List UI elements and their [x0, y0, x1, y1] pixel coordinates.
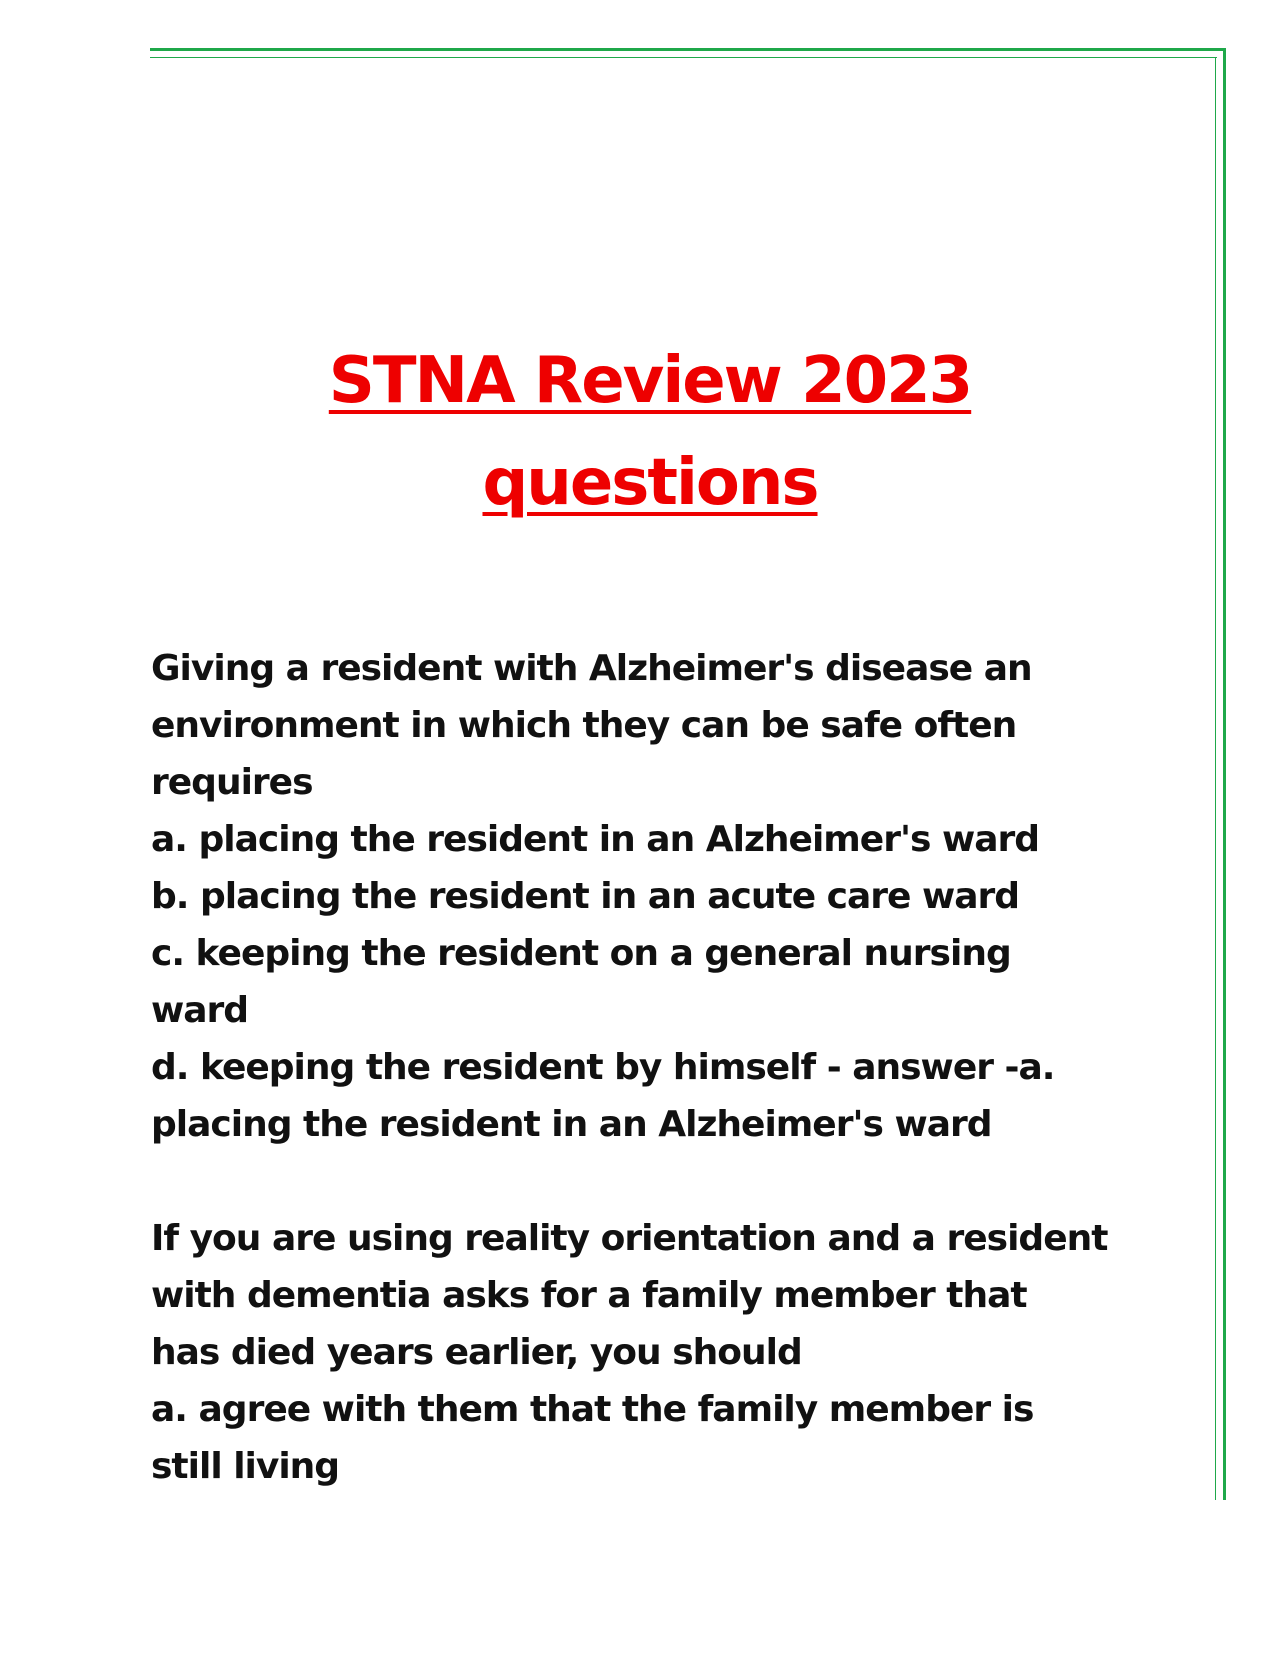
page-border-top-inner: [150, 57, 1217, 58]
question-1-line: environment in which they can be safe often: [151, 705, 1017, 746]
question-2-option-a: a. agree with them that the family member is: [151, 1389, 1034, 1430]
title-line-1: STNA Review 2023: [328, 344, 972, 418]
document-title: [150, 330, 1150, 534]
page-border-right-outer: [1223, 48, 1226, 1500]
question-2-option-a-cont: still living: [151, 1446, 340, 1487]
question-spacer: [151, 1153, 1161, 1210]
page-border-right-inner: [1215, 57, 1216, 1500]
question-1-line: Giving a resident with Alzheimer's disease an: [151, 648, 1032, 689]
question-2-line: with dementia asks for a family member that: [151, 1275, 1027, 1316]
question-list: [151, 640, 1161, 1495]
question-2-line: If you are using reality orientation and a resident: [151, 1218, 1108, 1259]
question-block-2: [151, 1210, 1161, 1495]
question-1-option-c-cont: ward: [151, 990, 249, 1031]
page-border-top-outer: [150, 48, 1226, 51]
question-1-answer: placing the resident in an Alzheimer's ward: [151, 1104, 992, 1145]
question-1-option-a: a. placing the resident in an Alzheimer's ward: [151, 819, 1040, 860]
question-1-option-b: b. placing the resident in an acute care ward: [151, 876, 1020, 917]
question-2-line: has died years earlier, you should: [151, 1332, 802, 1373]
question-1-option-d: d. keeping the resident by himself - answer -a.: [151, 1047, 1055, 1088]
question-1-option-c: c. keeping the resident on a general nursing: [151, 933, 1011, 974]
question-block-1: [151, 640, 1161, 1153]
question-1-line: requires: [151, 762, 313, 803]
title-line-2: questions: [482, 446, 818, 520]
